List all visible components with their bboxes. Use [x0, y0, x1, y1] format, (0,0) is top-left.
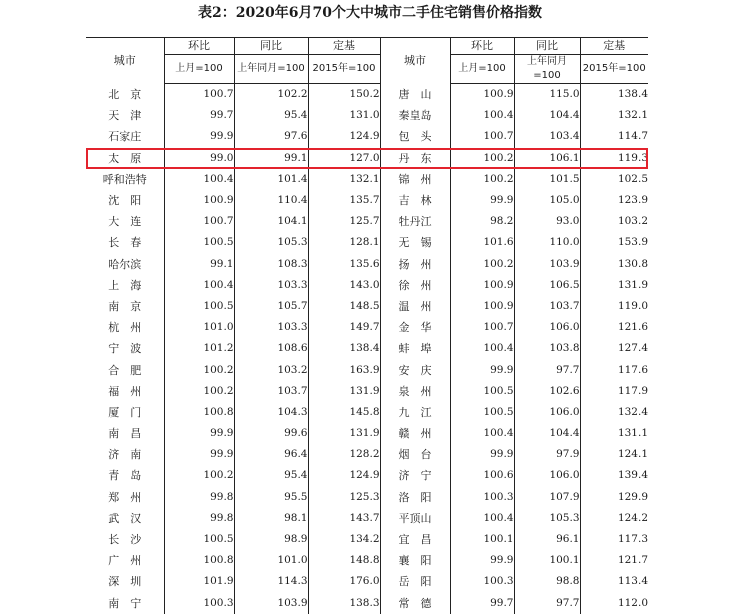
index-fixed: 124.2: [580, 508, 648, 529]
index-yoy: 98.1: [234, 508, 308, 529]
table-row: [86, 232, 648, 253]
index-mom: 100.7: [450, 126, 514, 147]
city-name: 广 州: [108, 554, 142, 568]
index-mom: 100.9: [450, 275, 514, 296]
city-name: 深 圳: [108, 575, 142, 589]
city-name: 金 华: [380, 317, 450, 338]
city-name: 武 汉: [108, 511, 142, 525]
index-fixed: 135.7: [308, 190, 380, 211]
index-yoy: 103.7: [514, 296, 580, 317]
index-yoy: 98.8: [514, 571, 580, 592]
index-fixed: 121.7: [580, 550, 648, 571]
city-name: 宁 波: [108, 342, 142, 356]
city-name: 天 津: [108, 109, 142, 123]
index-fixed: 149.7: [308, 317, 380, 338]
index-yoy: 103.3: [234, 317, 308, 338]
header-mom-right: 环比: [450, 38, 514, 55]
index-yoy: 110.0: [514, 232, 580, 253]
table-row: [86, 550, 648, 571]
index-yoy: 97.7: [514, 593, 580, 614]
index-mom: 99.8: [164, 508, 234, 529]
table-row: [86, 465, 648, 486]
city-name: 长 春: [108, 236, 142, 250]
index-yoy: 103.4: [514, 126, 580, 147]
city-name: 青 岛: [108, 469, 142, 483]
index-mom: 99.1: [164, 254, 234, 275]
city-name: 呼和浩特: [102, 172, 147, 186]
index-fixed: 138.4: [308, 338, 380, 359]
index-mom: 101.9: [164, 571, 234, 592]
table-row: [86, 381, 648, 402]
city-name: 沈 阳: [108, 194, 142, 208]
index-yoy: 98.9: [234, 529, 308, 550]
index-yoy: 93.0: [514, 211, 580, 232]
table-row: [86, 190, 648, 211]
index-fixed: 131.9: [308, 381, 380, 402]
index-yoy: 103.7: [234, 381, 308, 402]
index-yoy: 104.3: [234, 402, 308, 423]
city-name: 丹 东: [380, 148, 450, 169]
index-fixed: 114.7: [580, 126, 648, 147]
index-mom: 99.9: [164, 444, 234, 465]
index-yoy: 110.4: [234, 190, 308, 211]
index-fixed: 103.2: [580, 211, 648, 232]
city-name: 哈尔滨: [108, 257, 142, 271]
index-yoy: 95.4: [234, 105, 308, 126]
index-yoy: 100.1: [514, 550, 580, 571]
index-mom: 100.5: [450, 381, 514, 402]
city-name: 平顶山: [380, 508, 450, 529]
city-name: 南 京: [108, 299, 142, 313]
index-yoy: 105.3: [514, 508, 580, 529]
index-yoy: 106.0: [514, 465, 580, 486]
index-mom: 99.8: [164, 487, 234, 508]
header-mom-base-right: 上月=100: [450, 55, 514, 84]
index-fixed: 138.4: [580, 84, 648, 106]
index-mom: 99.9: [450, 190, 514, 211]
index-yoy: 103.8: [514, 338, 580, 359]
index-yoy: 107.9: [514, 487, 580, 508]
city-name: 北 京: [108, 87, 142, 101]
index-fixed: 125.3: [308, 487, 380, 508]
header-fixed-base-left: 2015年=100: [308, 55, 380, 84]
index-mom: 99.9: [164, 423, 234, 444]
index-fixed: 125.7: [308, 211, 380, 232]
city-name: 秦皇岛: [380, 105, 450, 126]
index-yoy: 106.0: [514, 402, 580, 423]
index-yoy: 115.0: [514, 84, 580, 106]
table-row: [86, 444, 648, 465]
city-name: 锦 州: [380, 169, 450, 190]
index-yoy: 106.0: [514, 317, 580, 338]
index-mom: 100.4: [164, 169, 234, 190]
index-fixed: 139.4: [580, 465, 648, 486]
index-fixed: 132.4: [580, 402, 648, 423]
index-mom: 100.7: [164, 84, 234, 106]
header-city-right: 城市: [380, 38, 450, 84]
city-name: 合 肥: [108, 363, 142, 377]
index-yoy: 95.5: [234, 487, 308, 508]
index-fixed: 143.7: [308, 508, 380, 529]
index-fixed: 128.1: [308, 232, 380, 253]
index-mom: 100.2: [164, 465, 234, 486]
index-fixed: 130.8: [580, 254, 648, 275]
header-yoy-left: 同比: [234, 38, 308, 55]
index-mom: 99.9: [450, 444, 514, 465]
index-fixed: 113.4: [580, 571, 648, 592]
index-yoy: 104.1: [234, 211, 308, 232]
index-mom: 101.2: [164, 338, 234, 359]
index-fixed: 127.0: [308, 148, 380, 169]
index-mom: 100.2: [450, 254, 514, 275]
city-name: 上 海: [108, 278, 142, 292]
city-name: 洛 阳: [380, 487, 450, 508]
index-yoy: 96.1: [514, 529, 580, 550]
table-row: [86, 126, 648, 147]
index-mom: 99.9: [450, 550, 514, 571]
city-name: 南 昌: [108, 427, 142, 441]
index-fixed: 132.1: [308, 169, 380, 190]
table-row: [86, 211, 648, 232]
city-name: 南 宁: [108, 596, 142, 610]
city-name: 赣 州: [380, 423, 450, 444]
table-row-highlighted: [86, 148, 648, 169]
index-fixed: 131.0: [308, 105, 380, 126]
index-fixed: 128.2: [308, 444, 380, 465]
index-mom: 100.8: [164, 402, 234, 423]
city-name: 安 庆: [380, 359, 450, 380]
index-yoy: 103.9: [234, 593, 308, 614]
index-yoy: 103.3: [234, 275, 308, 296]
index-yoy: 97.7: [514, 359, 580, 380]
price-index-table: [86, 37, 648, 614]
index-yoy: 95.4: [234, 465, 308, 486]
city-name: 温 州: [380, 296, 450, 317]
index-fixed: 124.1: [580, 444, 648, 465]
table-row: [86, 529, 648, 550]
index-yoy: 102.2: [234, 84, 308, 106]
city-name: 牡丹江: [380, 211, 450, 232]
header-yoy-right: 同比: [514, 38, 580, 55]
index-mom: 100.5: [164, 296, 234, 317]
city-name: 岳 阳: [380, 571, 450, 592]
table-row: [86, 84, 648, 106]
header-fixed-right: 定基: [580, 38, 648, 55]
index-yoy: 106.5: [514, 275, 580, 296]
index-mom: 100.3: [450, 487, 514, 508]
header-city-left: 城市: [86, 38, 164, 84]
index-fixed: 148.5: [308, 296, 380, 317]
index-fixed: 131.9: [580, 275, 648, 296]
city-name: 包 头: [380, 126, 450, 147]
city-name: 常 德: [380, 593, 450, 614]
index-mom: 100.5: [450, 402, 514, 423]
index-mom: 99.0: [164, 148, 234, 169]
city-name: 石家庄: [108, 130, 142, 144]
city-name: 泉 州: [380, 381, 450, 402]
city-name: 厦 门: [108, 405, 142, 419]
city-name: 长 沙: [108, 533, 142, 547]
city-name: 九 江: [380, 402, 450, 423]
table-row: [86, 296, 648, 317]
table-row: [86, 402, 648, 423]
index-mom: 100.2: [164, 381, 234, 402]
index-mom: 99.7: [450, 593, 514, 614]
index-yoy: 114.3: [234, 571, 308, 592]
index-fixed: 135.6: [308, 254, 380, 275]
index-mom: 100.7: [164, 211, 234, 232]
index-yoy: 101.0: [234, 550, 308, 571]
index-fixed: 117.9: [580, 381, 648, 402]
index-mom: 100.9: [450, 296, 514, 317]
city-name: 福 州: [108, 384, 142, 398]
index-yoy: 106.1: [514, 148, 580, 169]
index-fixed: 117.6: [580, 359, 648, 380]
city-name: 扬 州: [380, 254, 450, 275]
index-mom: 101.0: [164, 317, 234, 338]
index-mom: 100.5: [164, 232, 234, 253]
index-mom: 99.9: [450, 359, 514, 380]
index-fixed: 131.1: [580, 423, 648, 444]
index-mom: 100.2: [164, 359, 234, 380]
index-fixed: 112.0: [580, 593, 648, 614]
table-row: [86, 105, 648, 126]
city-name: 济 宁: [380, 465, 450, 486]
city-name: 无 锡: [380, 232, 450, 253]
index-fixed: 153.9: [580, 232, 648, 253]
index-mom: 100.4: [450, 338, 514, 359]
index-yoy: 104.4: [514, 105, 580, 126]
index-fixed: 102.5: [580, 169, 648, 190]
index-yoy: 103.2: [234, 359, 308, 380]
index-mom: 100.4: [450, 105, 514, 126]
index-fixed: 123.9: [580, 190, 648, 211]
city-name: 唐 山: [380, 84, 450, 106]
index-fixed: 117.3: [580, 529, 648, 550]
index-mom: 100.2: [450, 169, 514, 190]
city-name: 宜 昌: [380, 529, 450, 550]
index-yoy: 105.0: [514, 190, 580, 211]
index-yoy: 97.6: [234, 126, 308, 147]
index-fixed: 138.3: [308, 593, 380, 614]
index-mom: 100.2: [450, 148, 514, 169]
index-mom: 100.4: [450, 423, 514, 444]
city-name: 大 连: [108, 215, 142, 229]
index-fixed: 129.9: [580, 487, 648, 508]
index-yoy: 97.9: [514, 444, 580, 465]
header-mom-left: 环比: [164, 38, 234, 55]
index-yoy: 105.7: [234, 296, 308, 317]
index-yoy: 101.4: [234, 169, 308, 190]
index-yoy: 108.6: [234, 338, 308, 359]
city-name: 吉 林: [380, 190, 450, 211]
city-name: 杭 州: [108, 321, 142, 335]
header-fixed-base-right: 2015年=100: [580, 55, 648, 84]
index-mom: 99.7: [164, 105, 234, 126]
index-fixed: 148.8: [308, 550, 380, 571]
table-row: [86, 317, 648, 338]
index-yoy: 96.4: [234, 444, 308, 465]
index-yoy: 102.6: [514, 381, 580, 402]
index-fixed: 121.6: [580, 317, 648, 338]
index-mom: 100.9: [450, 84, 514, 106]
index-mom: 100.3: [164, 593, 234, 614]
index-fixed: 132.1: [580, 105, 648, 126]
index-mom: 99.9: [164, 126, 234, 147]
index-fixed: 163.9: [308, 359, 380, 380]
city-name: 太 原: [108, 151, 142, 165]
index-mom: 100.9: [164, 190, 234, 211]
index-fixed: 119.3: [580, 148, 648, 169]
index-mom: 98.2: [450, 211, 514, 232]
index-fixed: 124.9: [308, 465, 380, 486]
index-fixed: 131.9: [308, 423, 380, 444]
table-row: [86, 254, 648, 275]
city-name: 蚌 埠: [380, 338, 450, 359]
index-yoy: 104.4: [514, 423, 580, 444]
index-mom: 100.1: [450, 529, 514, 550]
index-fixed: 143.0: [308, 275, 380, 296]
table-row: [86, 338, 648, 359]
index-fixed: 119.0: [580, 296, 648, 317]
index-mom: 100.8: [164, 550, 234, 571]
city-name: 济 南: [108, 448, 142, 462]
index-yoy: 108.3: [234, 254, 308, 275]
table-row: [86, 169, 648, 190]
index-yoy: 99.6: [234, 423, 308, 444]
city-name: 郑 州: [108, 490, 142, 504]
header-mom-base-left: 上月=100: [164, 55, 234, 84]
header-fixed-left: 定基: [308, 38, 380, 55]
index-yoy: 105.3: [234, 232, 308, 253]
index-yoy: 101.5: [514, 169, 580, 190]
index-fixed: 127.4: [580, 338, 648, 359]
header-yoy-base-right: 上年同月=100: [514, 55, 580, 84]
city-name: 襄 阳: [380, 550, 450, 571]
index-fixed: 150.2: [308, 84, 380, 106]
index-mom: 100.4: [164, 275, 234, 296]
table-row: [86, 275, 648, 296]
table-row: [86, 423, 648, 444]
index-yoy: 99.1: [234, 148, 308, 169]
index-mom: 100.7: [450, 317, 514, 338]
index-mom: 100.3: [450, 571, 514, 592]
city-name: 烟 台: [380, 444, 450, 465]
index-mom: 101.6: [450, 232, 514, 253]
table-row: [86, 508, 648, 529]
index-mom: 100.6: [450, 465, 514, 486]
table-row: [86, 571, 648, 592]
index-yoy: 103.9: [514, 254, 580, 275]
table-row: [86, 359, 648, 380]
index-fixed: 145.8: [308, 402, 380, 423]
header-yoy-base-left: 上年同月=100: [234, 55, 308, 84]
city-name: 徐 州: [380, 275, 450, 296]
table-row: [86, 487, 648, 508]
index-mom: 100.4: [450, 508, 514, 529]
index-fixed: 124.9: [308, 126, 380, 147]
index-mom: 100.5: [164, 529, 234, 550]
table-title: 表2：2020年6月70个大中城市二手住宅销售价格指数: [198, 5, 542, 21]
table-body: [86, 84, 648, 614]
index-fixed: 176.0: [308, 571, 380, 592]
index-fixed: 134.2: [308, 529, 380, 550]
